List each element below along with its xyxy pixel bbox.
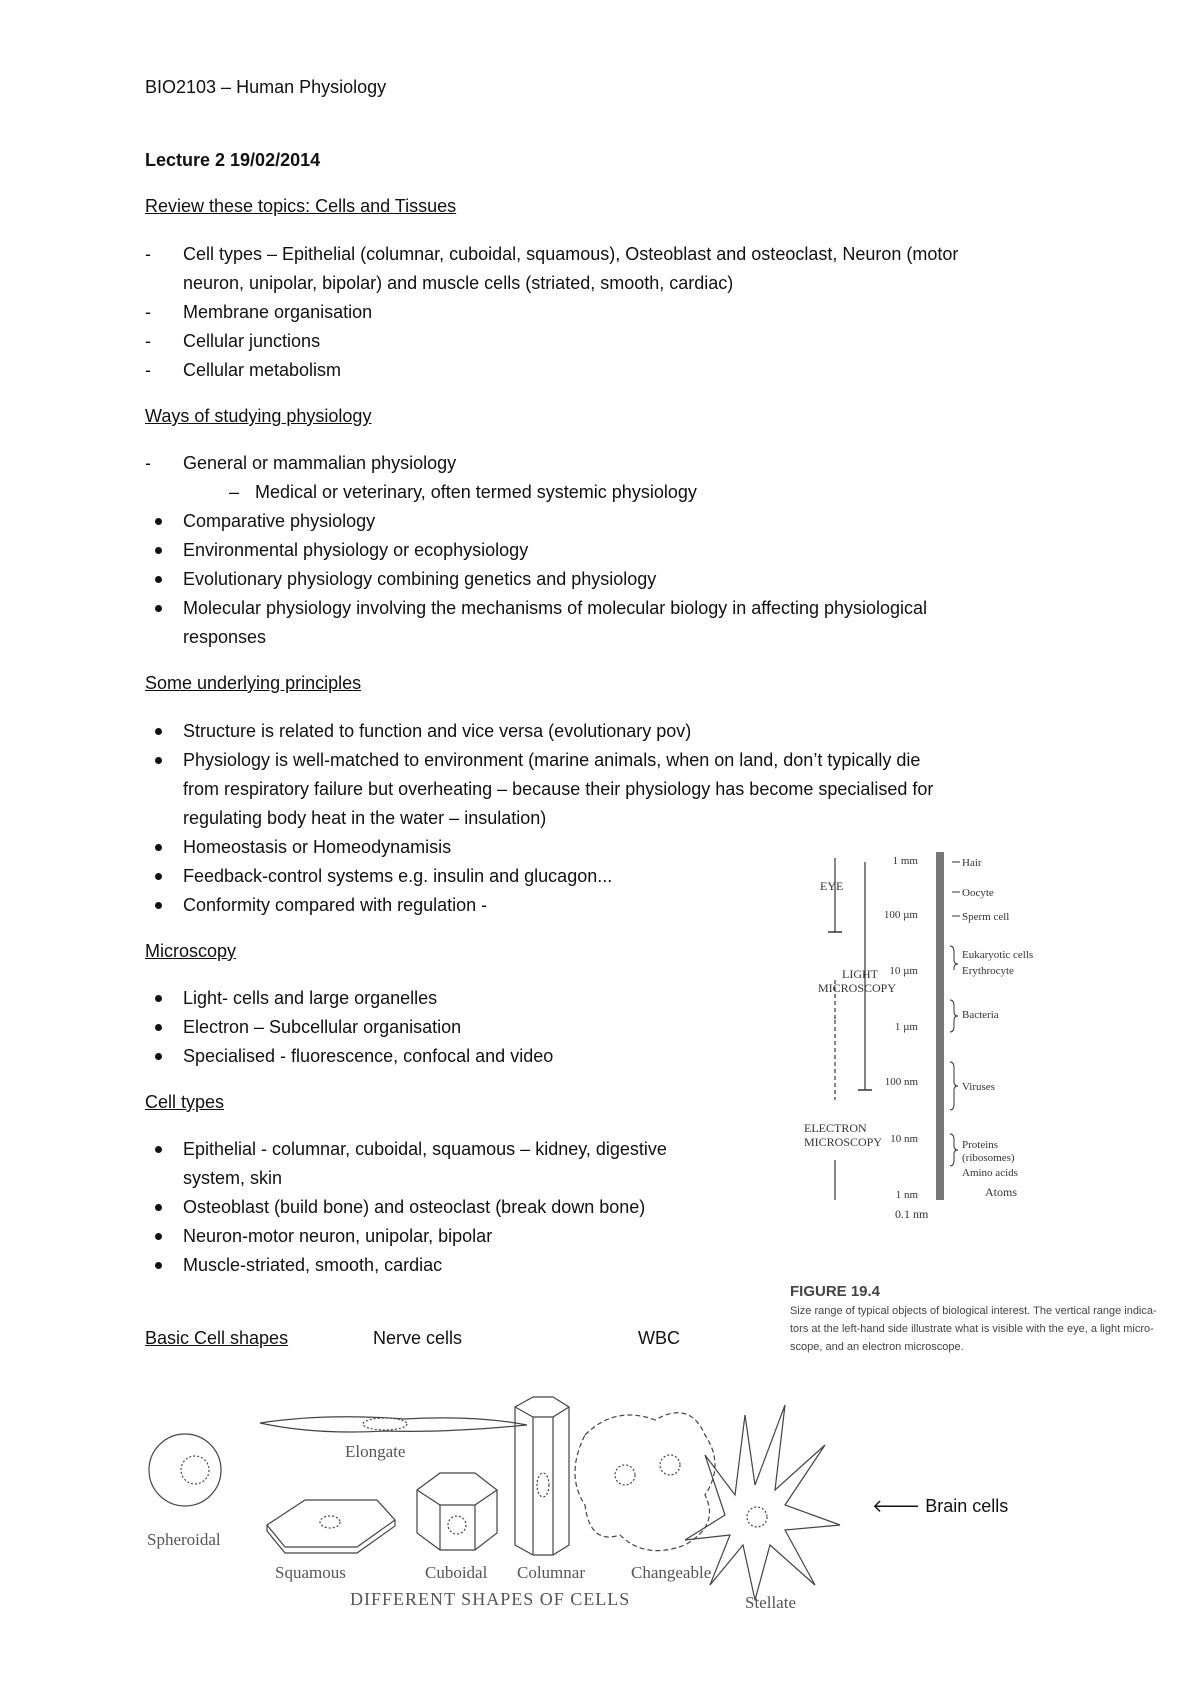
bullet-dot — [155, 757, 162, 764]
shape-label: Elongate — [345, 1442, 406, 1461]
list-item: Epithelial - columnar, cuboidal, squamous – kidney, digestive — [183, 1139, 667, 1159]
basic-cell-shapes-label: Basic Cell shapes — [145, 1328, 289, 1348]
dash-bullet: - — [145, 302, 151, 322]
figure-caption-line: tors at the left-hand side illustrate what is visible with the eye, a light micro- — [790, 1323, 1154, 1335]
bullet-dot — [155, 902, 162, 909]
columnar-cell — [515, 1397, 569, 1555]
ways-heading: Ways of studying physiology — [145, 406, 372, 426]
object-label: Proteins — [962, 1139, 999, 1151]
list-item: General or mammalian physiology — [183, 453, 457, 473]
bullet-dot — [155, 576, 162, 583]
object-label: Sperm cell — [962, 911, 1010, 923]
list-item: regulating body heat in the water – insulation) — [183, 808, 547, 828]
shape-label: Spheroidal — [147, 1530, 221, 1549]
object-labels — [962, 857, 1033, 1179]
list-item: Neuron-motor neuron, unipolar, bipolar — [183, 1226, 493, 1246]
figure-caption-line: Size range of typical objects of biological interest. The vertical range indica- — [790, 1305, 1157, 1317]
bullet-dot — [155, 728, 162, 735]
dash-bullet: - — [145, 331, 151, 351]
list-sub-item: Medical or veterinary, often termed systemic physiology — [255, 482, 697, 502]
scale-label: 100 nm — [884, 1076, 918, 1088]
list-item: Comparative physiology — [183, 511, 376, 531]
list-item: Cell types – Epithelial (columnar, cuboidal, squamous), Osteoblast and osteoclast, Neuron (motor — [183, 244, 959, 264]
dash-bullet: - — [145, 244, 151, 264]
list-item: system, skin — [183, 1168, 283, 1188]
bullet-dot — [155, 873, 162, 880]
list-item: Light- cells and large organelles — [183, 988, 438, 1008]
list-item: from respiratory failure but overheating – because their physiology has become specialised for — [183, 779, 934, 799]
electron-label: MICROSCOPY — [804, 1135, 883, 1149]
list-item: Specialised - fluorescence, confocal and video — [183, 1046, 554, 1066]
bullet-dot — [155, 1146, 162, 1153]
shapes-caption: DIFFERENT SHAPES OF CELLS — [350, 1589, 631, 1609]
changeable-cell — [575, 1413, 715, 1551]
lecture-title: Lecture 2 19/02/2014 — [145, 150, 321, 170]
scale-label: 100 µm — [883, 909, 918, 921]
bullet-dot — [155, 1233, 162, 1240]
bullet-dot — [155, 1204, 162, 1211]
dash-bullet: – — [229, 482, 240, 502]
object-label: Eukaryotic cells — [962, 949, 1034, 961]
cuboidal-cell — [417, 1473, 497, 1550]
list-item: Homeostasis or Homeodynamisis — [183, 837, 452, 857]
scale-label-last: 0.1 nm — [895, 1207, 929, 1221]
wbc-label: WBC — [638, 1328, 680, 1348]
scale-label: 1 µm — [894, 1021, 918, 1033]
shape-label: Cuboidal — [425, 1563, 488, 1582]
list-item: Cellular metabolism — [183, 360, 342, 380]
object-label: Erythrocyte — [962, 965, 1014, 977]
shape-label: Changeable — [631, 1563, 712, 1582]
list-item: responses — [183, 627, 267, 647]
dash-bullet: - — [145, 453, 151, 473]
shape-label: Columnar — [517, 1563, 585, 1582]
list-item: Osteoblast (build bone) and osteoclast (break down bone) — [183, 1197, 646, 1217]
bullet-dot — [155, 844, 162, 851]
electron-label: ELECTRON — [804, 1121, 867, 1135]
size-range-figure — [790, 850, 1180, 1200]
object-label: Viruses — [962, 1081, 995, 1093]
list-item: Muscle-striated, smooth, cardiac — [183, 1255, 443, 1275]
scale-ticks — [884, 855, 919, 1200]
light-label: MICROSCOPY — [818, 981, 897, 995]
scale-bar — [936, 852, 944, 1200]
eye-label: EYE — [820, 879, 844, 893]
atoms-label: Atoms — [985, 1185, 1018, 1199]
object-label: Hair — [962, 857, 982, 869]
scale-label: 1 nm — [895, 1189, 918, 1200]
object-label: Amino acids — [962, 1167, 1018, 1179]
principles-heading: Some underlying principles — [145, 673, 362, 693]
brain-cells-note: 🡐 Brain cells — [872, 1496, 1009, 1516]
cell-types-heading: Cell types — [145, 1092, 225, 1112]
list-item: Molecular physiology involving the mechanisms of molecular biology in affecting physiological — [183, 598, 928, 618]
list-item: Conformity compared with regulation - — [183, 895, 488, 915]
figure-caption-line: scope, and an electron microscope. — [790, 1341, 964, 1353]
bullet-dot — [155, 1262, 162, 1269]
list-item: Structure is related to function and vice versa (evolutionary pov) — [183, 721, 692, 741]
bullet-dot — [155, 995, 162, 1002]
elongate-cell — [260, 1417, 527, 1432]
bullet-dot — [155, 1053, 162, 1060]
list-item: neuron, unipolar, bipolar) and muscle cells (striated, smooth, cardiac) — [183, 273, 734, 293]
dash-bullet: - — [145, 360, 151, 380]
object-label: (ribosomes) — [962, 1152, 1015, 1164]
bullet-dot — [155, 1024, 162, 1031]
bullet-dot — [155, 518, 162, 525]
list-item: Feedback-control systems e.g. insulin and glucagon... — [183, 866, 613, 886]
review-heading: Review these topics: Cells and Tissues — [145, 196, 457, 216]
figure-caption-title: FIGURE 19.4 — [790, 1283, 881, 1300]
list-item: Cellular junctions — [183, 331, 321, 351]
bullet-dot — [155, 547, 162, 554]
object-label: Oocyte — [962, 887, 994, 899]
list-item: Electron – Subcellular organisation — [183, 1017, 462, 1037]
scale-label: 10 µm — [889, 965, 918, 977]
bullet-dot — [155, 605, 162, 612]
cell-shapes-figure — [145, 1395, 845, 1610]
list-item: Environmental physiology or ecophysiology — [183, 540, 529, 560]
nerve-cells-label: Nerve cells — [373, 1328, 463, 1348]
object-label: Bacteria — [962, 1009, 999, 1021]
microscopy-heading: Microscopy — [145, 941, 237, 961]
shape-label: Squamous — [275, 1563, 346, 1582]
list-item: Evolutionary physiology combining genetics and physiology — [183, 569, 657, 589]
spheroidal-cell — [149, 1434, 221, 1506]
scale-label: 1 mm — [892, 855, 918, 867]
list-item: Physiology is well-matched to environment (marine animals, when on land, don’t typically die — [183, 750, 921, 770]
list-item: Membrane organisation — [183, 302, 373, 322]
shape-label: Stellate — [745, 1593, 796, 1610]
scale-label: 10 nm — [890, 1133, 918, 1145]
course-title: BIO2103 – Human Physiology — [145, 77, 387, 97]
light-label: LIGHT — [842, 967, 878, 981]
